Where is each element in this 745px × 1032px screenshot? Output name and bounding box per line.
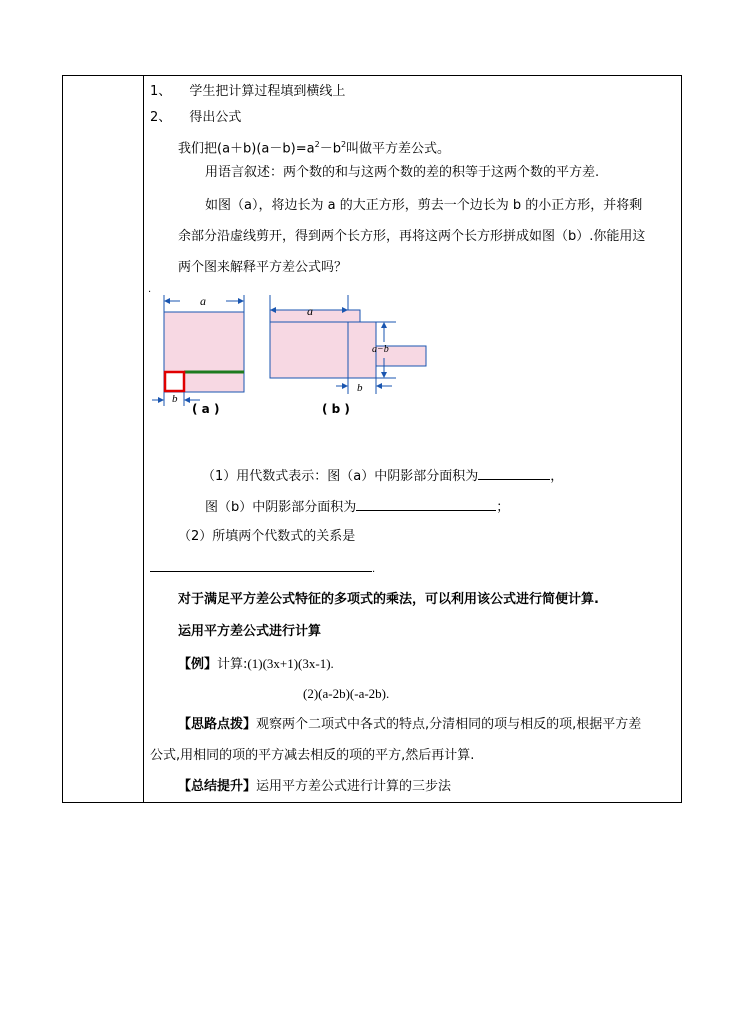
question-1b: [205, 499, 509, 516]
hint-tag: 【思路点拨】: [178, 717, 257, 732]
answer-blank-a[interactable]: [478, 468, 550, 480]
figure-b-top-strip: [270, 310, 360, 322]
figure-b-rect-left: [270, 322, 360, 378]
example-item-2: (2)(a-2b)(-a-2b).: [303, 686, 390, 701]
question-2-end: .: [372, 564, 376, 575]
question-1b-end: ；: [496, 500, 510, 515]
figure-a-label-a: a: [200, 294, 206, 308]
summary-tag: 【总结提升】: [178, 779, 257, 794]
question-1b-text: 图（b）中阴影部分面积为: [205, 500, 357, 515]
note-usage: 对于满足平方差公式特征的多项式的乘法，可以利用该公式进行简便计算.: [178, 592, 599, 607]
figure-b: [270, 295, 426, 394]
question-1a-end: ，: [550, 469, 564, 484]
formula-exp-1: 2: [314, 140, 320, 149]
question-1a-text: （1）用代数式表示：图（a）中阴影部分面积为: [202, 469, 479, 484]
column-divider: [143, 76, 144, 802]
formula-mid: －b: [319, 141, 341, 157]
figure-b-label-diff: a−b: [372, 344, 389, 355]
step-2-text: 得出公式: [189, 110, 242, 125]
formula-exp-2: 2: [340, 140, 347, 149]
paragraph-line-1: 如图（a），将边长为 a 的大正方形，剪去一个边长为 b 的小正方形，并将剩: [205, 198, 643, 213]
example-line-1: [178, 656, 334, 673]
figure-diagrams: [140, 290, 440, 420]
question-2: （2）所填两个代数式的关系是: [178, 529, 356, 544]
figure-b-caption: ( b ): [322, 402, 350, 416]
figure-a: [152, 295, 244, 406]
answer-blank-b[interactable]: [356, 499, 496, 511]
summary-text: 运用平方差公式进行计算的三步法: [256, 779, 452, 794]
answer-blank-relation[interactable]: [150, 560, 372, 572]
formula-line: [178, 137, 450, 157]
summary-line: [178, 779, 451, 795]
hint-line-2: 公式,用相同的项的平方减去相反的项的平方,然后再计算.: [150, 748, 475, 763]
paragraph-line-3: 两个图来解释平方差公式吗？: [178, 260, 348, 275]
figure-a-label-b: b: [172, 393, 178, 405]
formula-tail: 叫做平方差公式。: [346, 141, 451, 157]
formula-lead: 我们把(a＋b)(a－b)=a: [178, 141, 315, 157]
figure-a-small-square: [165, 372, 184, 391]
paragraph-line-2: 余部分沿虚线剪开，得到两个长方形，再将这两个长方形拼成如图（b）.你能用这: [178, 229, 646, 244]
example-label: 计算:: [217, 657, 248, 672]
example-tag: 【例】: [178, 657, 218, 672]
question-2-answer: [150, 560, 375, 578]
verbal-statement: 用语言叙述：两个数的和与这两个数的差的积等于这两个数的平方差.: [205, 165, 600, 180]
example-item-1: (1)(3x+1)(3x-1).: [247, 656, 334, 671]
hint-text-1: 观察两个二项式中各式的特点,分清相同的项与相反的项,根据平方差: [256, 717, 642, 732]
figure-b-label-a: a: [307, 304, 313, 318]
hint-line-1: [178, 717, 641, 733]
step-2: [150, 110, 241, 126]
figure-a-caption: ( a ): [192, 402, 220, 416]
figure-b-label-b: b: [357, 382, 363, 394]
question-1a: [202, 468, 563, 485]
step-2-number: 2、: [150, 110, 172, 125]
step-1-number: 1、: [150, 84, 172, 99]
section-heading: 运用平方差公式进行计算: [178, 624, 322, 639]
step-1-text: 学生把计算过程填到横线上: [189, 84, 346, 99]
step-1: [150, 84, 345, 100]
figure-mark: ·: [148, 287, 152, 298]
